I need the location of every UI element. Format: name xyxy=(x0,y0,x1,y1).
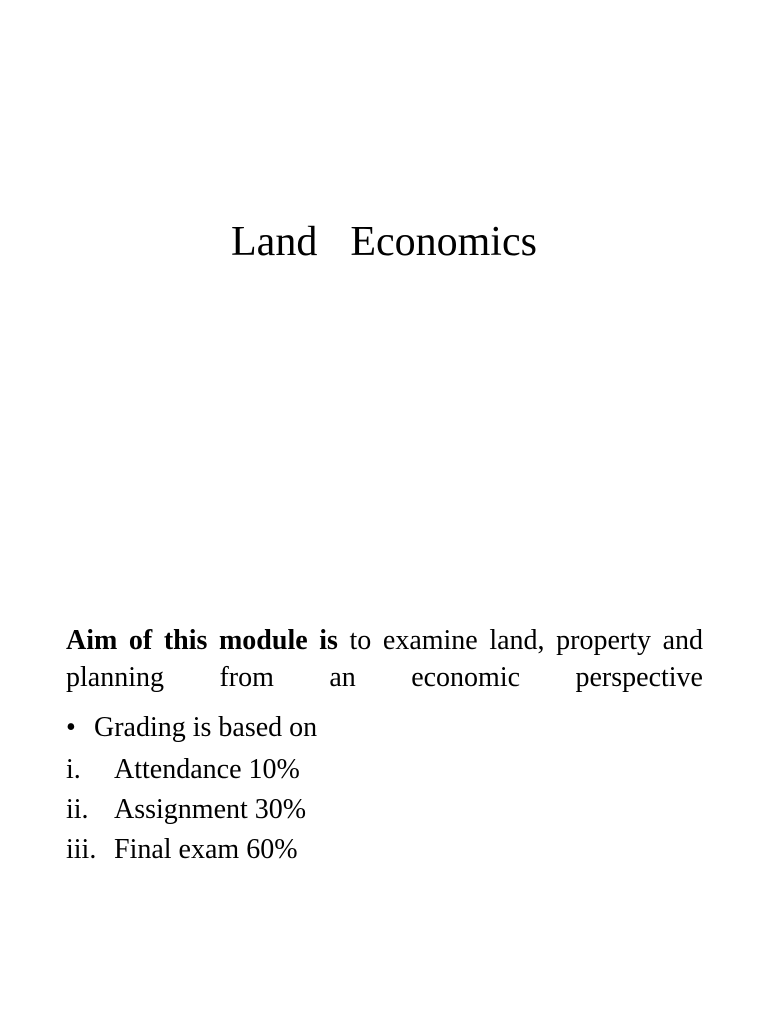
list-item-text: Assignment 30% xyxy=(114,794,307,825)
list-item-number: ii. xyxy=(66,794,89,825)
grading-heading xyxy=(66,709,317,746)
slide-title: Land Economics xyxy=(231,219,537,265)
grading-item-assignment xyxy=(66,790,306,830)
grading-item-attendance xyxy=(66,750,306,790)
list-item-text: Attendance 10% xyxy=(114,754,300,785)
list-item-text: Final exam 60% xyxy=(114,834,298,865)
module-aim-label: Aim of this module is xyxy=(66,625,338,656)
grading-list xyxy=(66,750,306,870)
bullet-icon: • xyxy=(66,712,76,743)
list-item-number: i. xyxy=(66,754,81,785)
list-item-number: iii. xyxy=(66,834,97,865)
module-aim-paragraph xyxy=(66,622,703,696)
grading-item-final-exam xyxy=(66,830,306,870)
grading-heading-text: Grading is based on xyxy=(94,712,318,743)
module-aim-text: to examine land, property and planning from an economic perspective xyxy=(66,625,703,693)
